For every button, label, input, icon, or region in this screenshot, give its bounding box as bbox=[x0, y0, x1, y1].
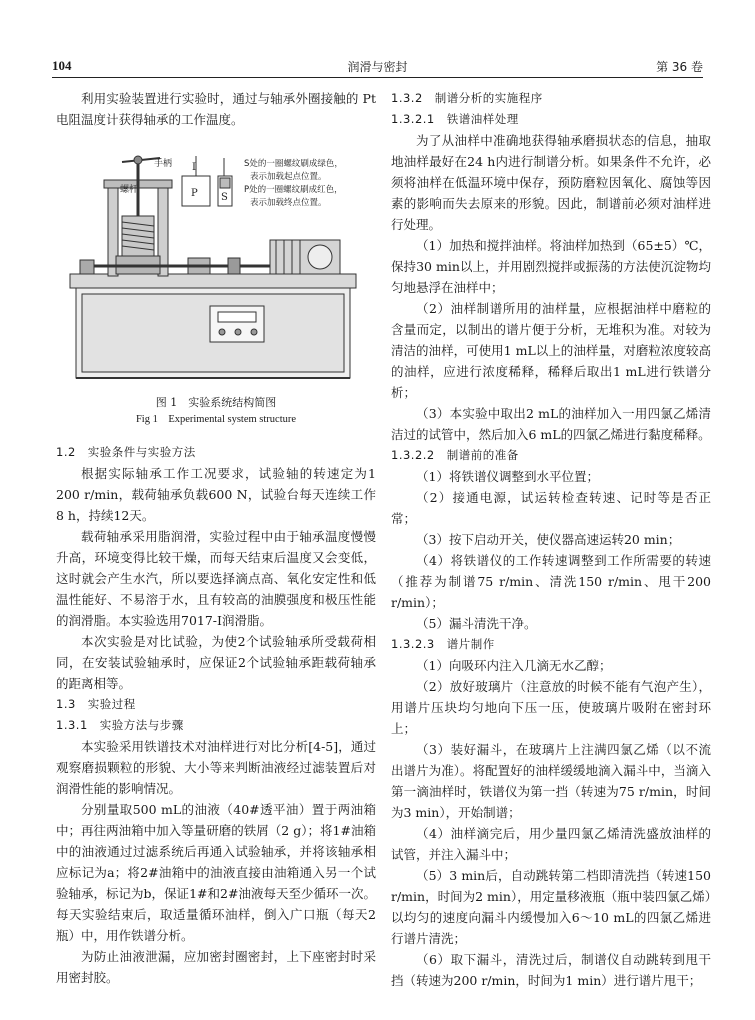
paragraph-procedure: 分别量取500 mL的油液（40#透平油）置于两油箱中；再往两油箱中加入等量研磨的铁屑（2 g）；将1#油箱中的油液通过过滤系统后再通入试验轴承，并将该轴承相应标记为a；将2#油箱中的油液直接由油箱通入另一个试验轴承，标记为b，保证1#和2#油液每天至少循环一次。每天实验结束后，取适量循环油样，倒入广口瓶（每天2瓶）中，用作铁谱分析。 bbox=[56, 802, 376, 943]
list-item: （5）3 min后，自动跳转第二档即清洗挡（转速150 r/min，时间为2 min），用定量移液瓶（瓶中装四氯乙烯）以均匀的速度向漏斗内缓慢加入6～10 mL的四氯乙烯进行谱片清洗； bbox=[391, 868, 711, 946]
list-item: （3）本实验中取出2 mL的油样加入一用四氯乙烯清洁过的试管中，然后加入6 mL的四氯乙烯进行黏度稀释。 bbox=[391, 406, 711, 442]
list-item: （5）漏斗清洗干净。 bbox=[416, 616, 537, 631]
left-column bbox=[56, 88, 376, 988]
list-item: （3）装好漏斗，在玻璃片上注满四氯乙烯（以不流出谱片为准）。将配置好的油样缓缓地滴入漏斗中，当滴入第一滴油样时，铁谱仪为第一挡（转速为75 r/min，时间为3 min），开始制谱； bbox=[391, 742, 711, 820]
list-item: （4）将铁谱仪的工作转速调整到工作所需要的转速（推荐为制谱75 r/min、清洗150 r/min、甩干200 r/min）； bbox=[391, 553, 711, 610]
paragraph-sealing: 为防止油液泄漏，应加密封圈密封，上下座密封时采用密封胶。 bbox=[56, 949, 376, 985]
section-1-2-heading: 1.2 实验条件与实验方法 bbox=[56, 445, 196, 459]
symbol-s: S bbox=[221, 192, 228, 203]
list-item: （3）按下启动开关，使仪器高速运转20 min； bbox=[416, 532, 681, 547]
label-screw: 螺杆 bbox=[120, 185, 139, 195]
list-item: （2）接通电源，试运转检查转速、记时等是否正常； bbox=[391, 490, 711, 526]
section-1-3-2-heading: 1.3.2 制谱分析的实施程序 bbox=[391, 91, 543, 105]
list-item: （6）取下漏斗，清洗过后，制谱仪自动跳转到甩干挡（转速为200 r/min，时间为1 min）进行谱片甩干； bbox=[391, 952, 711, 988]
label-handle: 手柄 bbox=[154, 159, 173, 169]
symbol-i: I bbox=[192, 162, 196, 173]
legend-line-1: S处的一圈螺纹刷成绿色， bbox=[244, 159, 343, 169]
legend-line-2: 表示加载起点位置。 bbox=[250, 172, 327, 182]
section-1-3-heading: 1.3 实验过程 bbox=[56, 697, 136, 711]
right-column bbox=[391, 88, 711, 991]
legend-line-3: P处的一圈螺纹刷成红色， bbox=[244, 185, 343, 195]
paragraph-comparison: 本次实验是对比试验，为使2个试验轴承所受载荷相同，在安装试验轴承时，应保证2个试验轴承距载荷轴承的距离相等。 bbox=[56, 634, 376, 691]
journal-title: 润滑与密封 bbox=[347, 60, 408, 74]
paragraph-oil-sample: 为了从油样中准确地获得轴承磨损状态的信息，抽取地油样最好在24 h内进行制谱分析。如果条件不允许，必须将油样在低温环境中保存，预防磨粒因氧化、腐蚀等因素的影响而失去原来的形貌。因此，制谱前必须对油样进行处理。 bbox=[391, 133, 711, 232]
figure-caption-en: Fig 1 Experimental system structure bbox=[135, 414, 297, 425]
list-item: （1）向吸环内注入几滴无水乙醇； bbox=[416, 658, 612, 673]
list-item: （4）油样滴完后，用少量四氯乙烯清洗盛放油样的试管，并注入漏斗中； bbox=[391, 826, 711, 862]
page-header bbox=[52, 56, 703, 78]
volume-label: 第 36 卷 bbox=[656, 60, 703, 74]
paragraph-grease: 载荷轴承采用脂润滑，实验过程中由于轴承温度慢慢升高，环境变得比较干燥，而每天结束后温度又会变低，这时就会产生水汽，所以要选择滴点高、氧化安定性和低温性能好、不易溶于水，且有较高的油膜强度和极压性能的润滑脂。本实验选用7017-Ⅰ润滑脂。 bbox=[56, 529, 376, 628]
section-1-3-1-heading: 1.3.1 实验方法与步骤 bbox=[56, 718, 184, 732]
experimental-system-diagram bbox=[56, 144, 376, 394]
symbol-p: P bbox=[191, 188, 198, 199]
list-item: （1）加热和搅拌油样。将油样加热到（65±5）℃，保持30 min以上，并用剧烈搅拌或振荡的方法使沉淀物均匀地悬浮在油样中； bbox=[391, 238, 711, 295]
figure-caption-cn: 图 1 实验系统结构简图 bbox=[155, 396, 277, 409]
list-item: （1）将铁谱仪调整到水平位置； bbox=[416, 469, 599, 484]
page-number: 104 bbox=[52, 58, 72, 73]
section-1-3-2-3-heading: 1.3.2.3 谱片制作 bbox=[391, 637, 495, 651]
section-1-3-2-2-heading: 1.3.2.2 制谱前的准备 bbox=[391, 448, 519, 462]
list-item: （2）放好玻璃片（注意放的时候不能有气泡产生），用谱片压块均匀地向下压一压，使玻璃片吸附在密封环上； bbox=[391, 679, 711, 736]
list-item: （2）油样制谱所用的油样量，应根据油样中磨粒的含量而定，以制出的谱片便于分析，无堆积为准。对较为清洁的油样，可使用1 mL以上的油样量，对磨粒浓度较高的油样，应进行浓度稀释，稀释后取出1 mL进行铁谱分析； bbox=[391, 301, 711, 400]
paragraph-conditions: 根据实际轴承工作工况要求，试验轴的转速定为1 200 r/min，载荷轴承负载600 N，试验台每天连续工作8 h，持续12天。 bbox=[56, 466, 376, 523]
legend-line-4: 表示加载终点位置。 bbox=[250, 198, 327, 208]
paragraph-ferrography: 本实验采用铁谱技术对油样进行对比分析[4-5]，通过观察磨损颗粒的形貌、大小等来判断油液经过滤装置后对润滑性能的影响情况。 bbox=[56, 739, 376, 796]
intro-paragraph: 利用实验装置进行实验时，通过与轴承外圈接触的 Pt 电阻温度计获得轴承的工作温度。 bbox=[56, 91, 376, 127]
figure-1 bbox=[56, 144, 376, 394]
section-1-3-2-1-heading: 1.3.2.1 铁谱油样处理 bbox=[391, 112, 519, 126]
